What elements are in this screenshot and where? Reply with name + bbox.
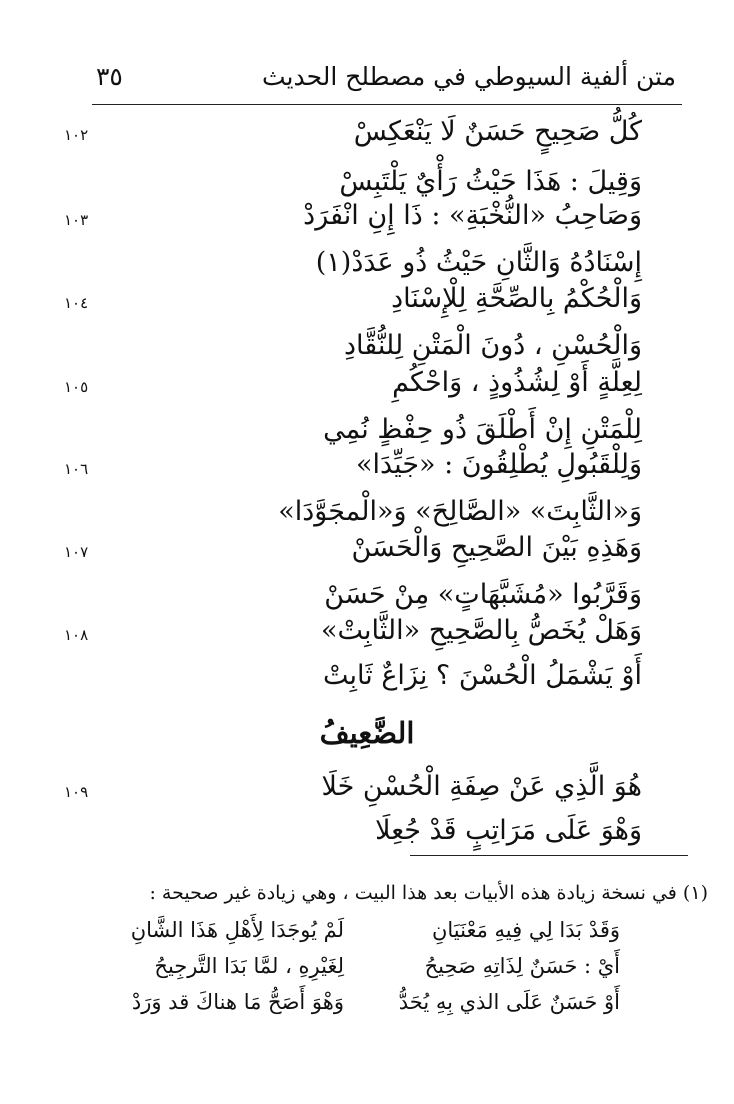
verse-first-hemistich: وَالْحُكْمُ بِالصِّحَّةِ لِلْإِسْنَادِ: [391, 283, 642, 314]
verse-second-hemistich: وَقِيلَ : هَذَا حَيْثُ رَأْيٌ يَلْتَبِسْ: [339, 166, 642, 197]
footnote-verse-right: أَوْ حَسَنٌ عَلَى الذي بِهِ يُحَدُّ: [398, 990, 620, 1014]
running-title: متن ألفية السيوطي في مصطلح الحديث: [261, 62, 676, 91]
verse-second-hemistich: أَوْ يَشْمَلُ الْحُسْنَ ؟ نِزَاعٌ ثَابِتْ: [322, 660, 642, 691]
footnote-verse-left: لِغَيْرِهِ ، لمَّا بَدَا التَّرجِيحُ: [154, 954, 344, 978]
header-rule: [92, 104, 682, 105]
verse-second-hemistich: لِلْمَتْنِ إِنْ أَطْلَقَ ذُو حِفْظٍ نُمِي: [323, 414, 642, 445]
verse-first-hemistich: وَلِلْقَبُولِ يُطْلِقُونَ : «جَيِّدَا»: [355, 449, 642, 480]
verse-first-hemistich: وَهَذِهِ بَيْنَ الصَّحِيحِ وَالْحَسَنْ: [351, 532, 642, 563]
verse-number: ١٠٩: [64, 783, 89, 801]
verse-number: ١٠٨: [64, 626, 89, 644]
footnote-intro: (١) في نسخة زيادة هذه الأبيات بعد هذا البيت ، وهي زيادة غير صحيحة :: [149, 882, 708, 904]
verse-first-hemistich: هُوَ الَّذِي عَنْ صِفَةِ الْحُسْنِ خَلَا: [321, 771, 642, 802]
verse-first-hemistich: كُلُّ صَحِيحٍ حَسَنٌ لَا يَنْعَكِسْ: [353, 116, 642, 147]
verse-second-hemistich: إِسْنَادُهُ وَالثَّانِ حَيْثُ ذُو عَدَدْ(١): [315, 247, 642, 278]
verse-first-hemistich: لِعِلَّةٍ أَوْ لِشُذُوذٍ ، وَاحْكُمِ: [392, 367, 642, 398]
page-number: ٣٥: [96, 62, 123, 91]
verse-second-hemistich: وَقَرَّبُوا «مُشَبَّهَاتٍ» مِنْ حَسَنْ: [324, 579, 642, 610]
section-heading: الضَّعِيفُ: [319, 716, 415, 750]
verse-number: ١٠٥: [64, 378, 89, 396]
verse-first-hemistich: وَهَلْ يُخَصُّ بِالصَّحِيحِ «الثَّابِتْ»: [320, 615, 642, 646]
verse-second-hemistich: وَ«الثَّابِتَ» «الصَّالِحَ» وَ«الْمجَوَّدَا»: [278, 496, 642, 527]
verse-number: ١٠٤: [64, 294, 89, 312]
verse-second-hemistich: وَهْوَ عَلَى مَرَاتِبٍ قَدْ جُعِلَا: [375, 815, 642, 846]
footnote-rule: [410, 855, 688, 856]
verse-first-hemistich: وَصَاحِبُ «النُّخْبَةِ» : ذَا إِنِ انْفَرَدْ: [303, 200, 642, 231]
verse-number: ١٠٢: [64, 126, 89, 144]
verse-number: ١٠٣: [64, 211, 89, 229]
footnote-verse-right: وَقَدْ بَدَا لِي فِيهِ مَعْنَيَانِ: [431, 918, 620, 942]
footnote-verse-left: لَمْ يُوجَدَا لِأَهْلِ هَذَا الشَّانِ: [130, 918, 344, 942]
footnote-verse-left: وَهْوَ أَصَحُّ مَا هناكَ قد وَرَدْ: [131, 990, 344, 1014]
verse-second-hemistich: وَالْحُسْنِ ، دُونَ الْمَتْنِ لِلنُّقَّادِ: [343, 330, 642, 361]
verse-number: ١٠٦: [64, 460, 89, 478]
verse-number: ١٠٧: [64, 543, 89, 561]
footnote-verse-right: أَيْ : حَسَنٌ لِذَاتِهِ صَحِيحُ: [424, 954, 620, 978]
